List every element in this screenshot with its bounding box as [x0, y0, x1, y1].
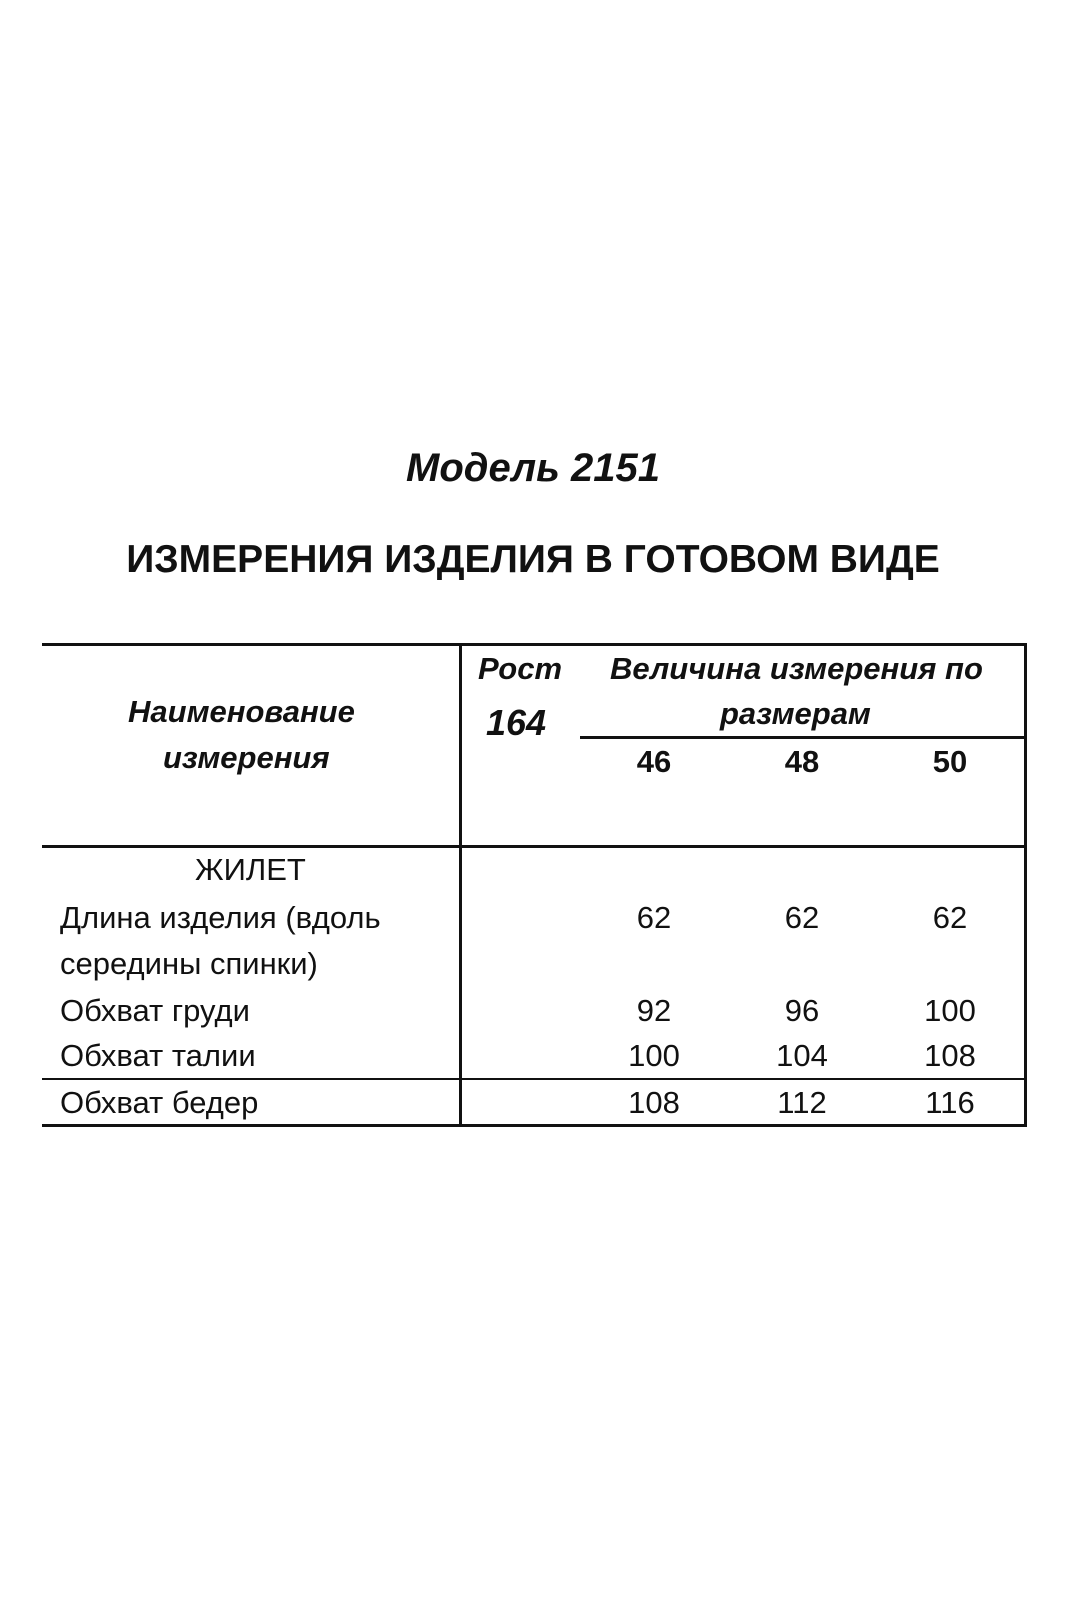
header-name-line1: Наименование — [128, 694, 355, 729]
row-value: 100 — [924, 993, 976, 1028]
row-label-cont: середины спинки) — [60, 946, 318, 981]
header-bottom-border — [42, 845, 1027, 848]
header-height-label: Рост — [478, 651, 563, 686]
name-column-divider — [459, 643, 462, 1127]
size-50: 50 — [932, 744, 968, 779]
header-sizes-line2: размерам — [720, 696, 871, 731]
model-title: Модель 2151 — [406, 446, 660, 490]
header-name-line2: измерения — [163, 740, 330, 775]
table-top-border — [42, 643, 1027, 646]
table-right-border — [1024, 643, 1027, 1127]
header-sizes-line1: Величина измерения по — [610, 651, 983, 686]
row-value: 96 — [784, 993, 820, 1028]
row-value: 116 — [925, 1085, 975, 1120]
row-value: 104 — [776, 1038, 828, 1073]
row-value: 62 — [636, 900, 672, 935]
row-value: 62 — [932, 900, 968, 935]
size-48: 48 — [784, 744, 820, 779]
table-bottom-border — [42, 1124, 1027, 1127]
row-label: Длина изделия (вдоль — [60, 900, 381, 935]
row-label: Обхват груди — [60, 993, 250, 1028]
row-value: 112 — [777, 1085, 827, 1120]
row-value: 108 — [924, 1038, 976, 1073]
size-46: 46 — [636, 744, 672, 779]
row-value: 62 — [784, 900, 820, 935]
last-row-top-border — [42, 1078, 1027, 1080]
row-value: 108 — [628, 1085, 680, 1120]
row-value: 92 — [636, 993, 672, 1028]
row-label: Обхват талии — [60, 1038, 256, 1073]
section-title: ЖИЛЕТ — [195, 852, 306, 887]
document-title: ИЗМЕРЕНИЯ ИЗДЕЛИЯ В ГОТОВОМ ВИДЕ — [126, 538, 940, 581]
sizes-divider — [580, 736, 1027, 739]
row-label: Обхват бедер — [60, 1085, 259, 1120]
header-height-value: 164 — [486, 702, 547, 743]
row-value: 100 — [628, 1038, 680, 1073]
